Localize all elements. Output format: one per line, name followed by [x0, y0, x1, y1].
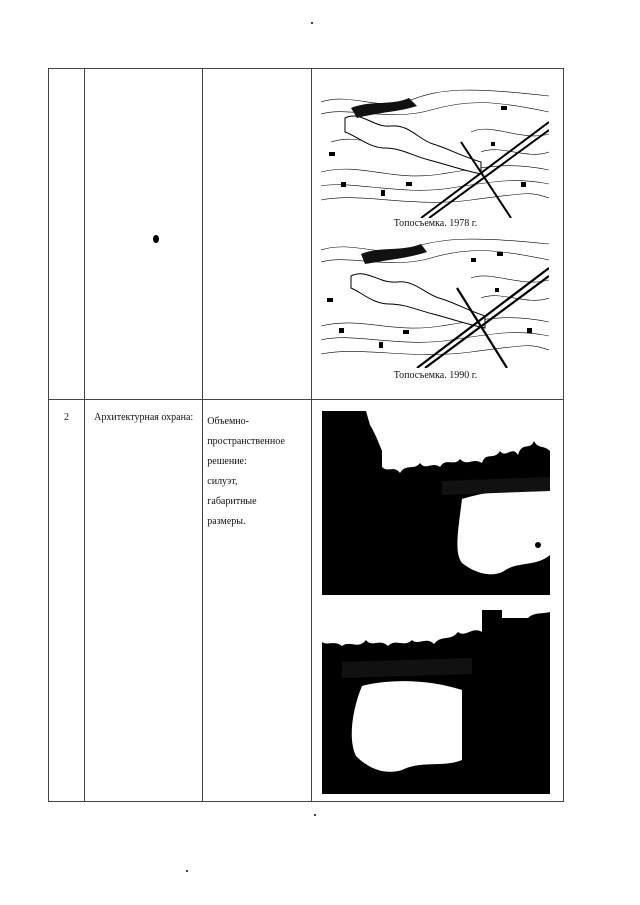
property-line: размеры. — [207, 516, 246, 527]
table-row — [49, 69, 564, 400]
protection-type — [85, 69, 203, 400]
topographic-map-1990 — [321, 232, 549, 368]
scan-speck — [153, 235, 159, 243]
landscape-photo-1 — [322, 411, 550, 595]
property-line: Объемно- — [207, 416, 249, 427]
figure-caption-1978: Топосъемка. 1978 г. — [393, 218, 478, 229]
heritage-table — [48, 68, 564, 802]
property-line: решение: — [207, 456, 247, 467]
property-line: силуэт, — [207, 476, 238, 487]
figure-caption-1990: Топосъемка. 1990 г. — [393, 370, 478, 381]
table-row — [49, 400, 564, 802]
landscape-photo-2 — [322, 610, 550, 794]
protection-type: Архитектурная охрана: — [85, 400, 203, 802]
figure-cell — [312, 400, 564, 802]
property-description — [203, 69, 312, 400]
row-number: 2 — [49, 400, 85, 802]
property-description — [203, 400, 312, 802]
scan-speck — [311, 22, 313, 24]
figure-cell — [312, 69, 564, 400]
property-line: габаритные — [207, 496, 257, 507]
topographic-map-1978 — [321, 82, 549, 218]
row-number — [49, 69, 85, 400]
scan-speck — [186, 870, 188, 872]
property-line: пространственное — [207, 436, 285, 447]
scan-speck — [314, 814, 316, 816]
